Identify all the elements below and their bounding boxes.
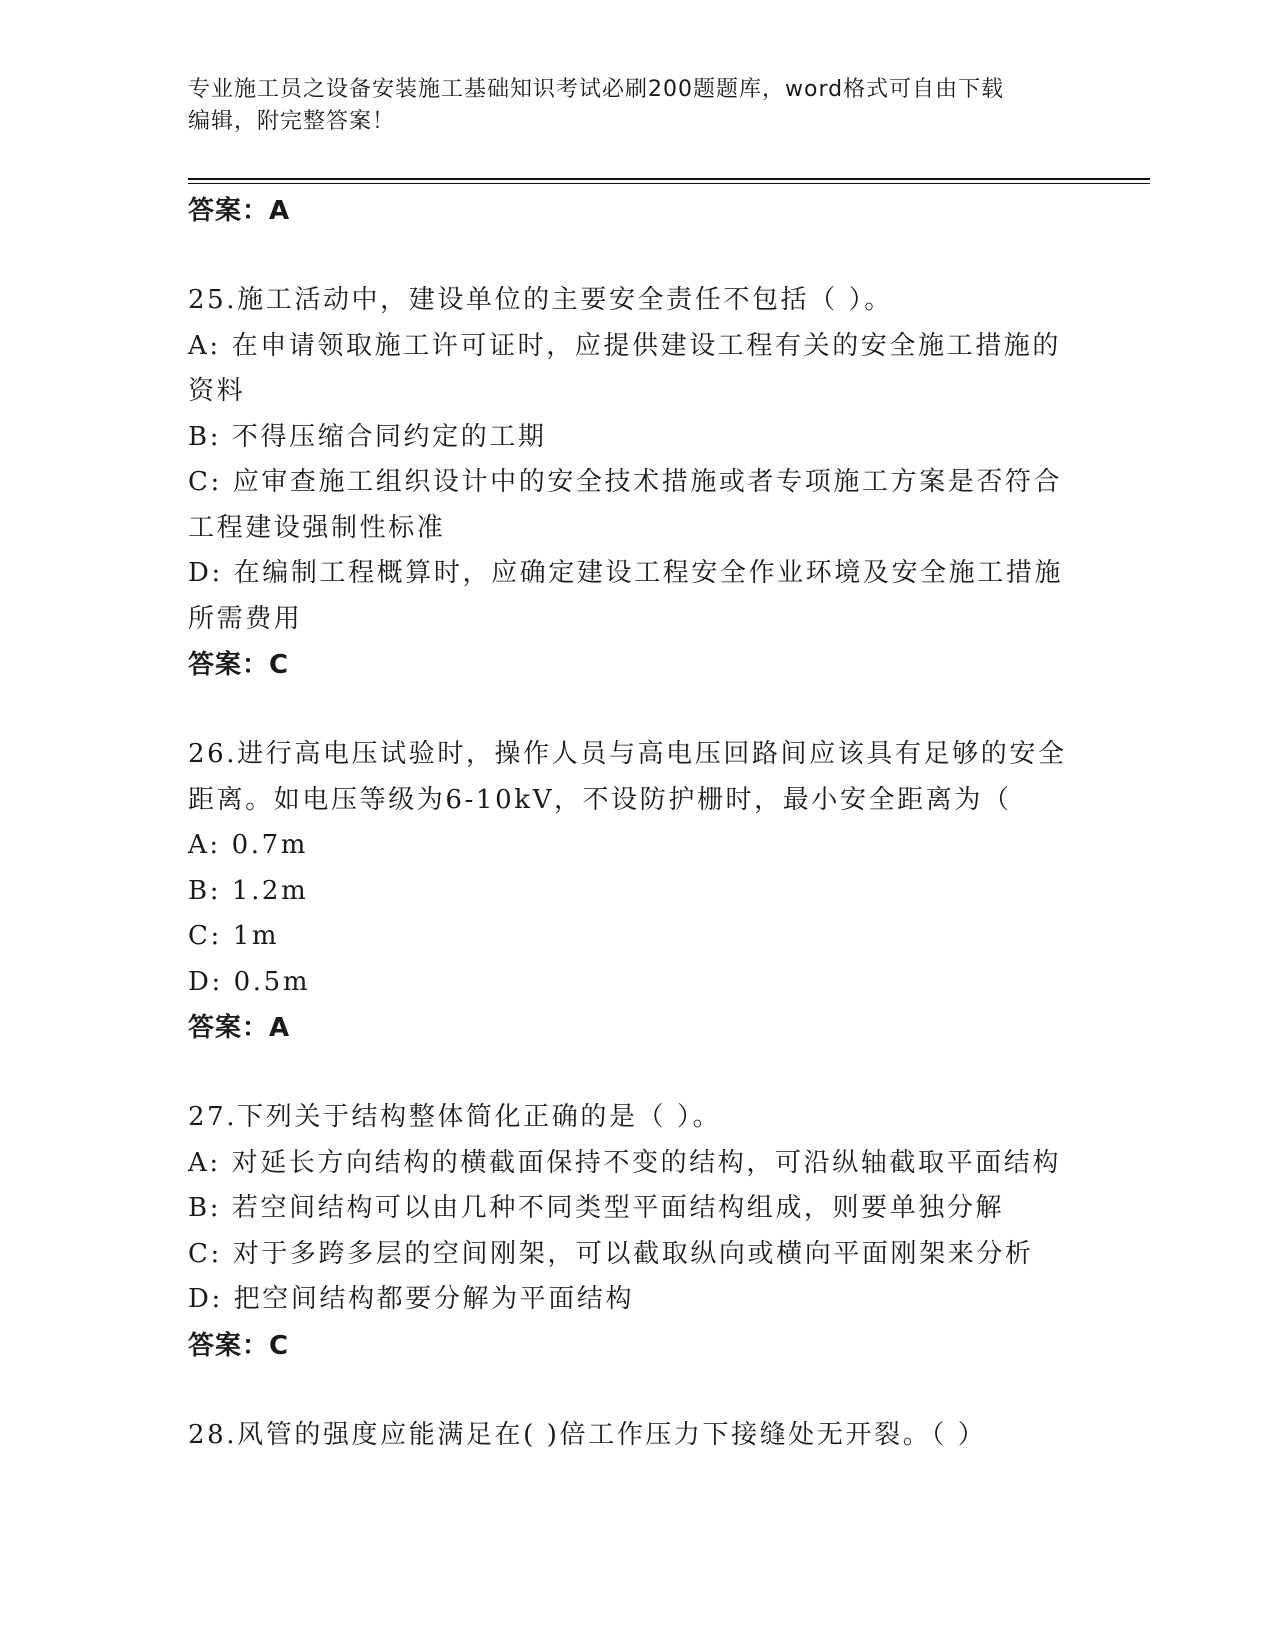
option-text: D: 在编制工程概算时，应确定建设工程安全作业环境及安全施工措施 [188, 558, 1064, 588]
question-list [188, 188, 1088, 1458]
question-text: 27.下列关于结构整体简化正确的是（ ）。 [188, 1102, 722, 1132]
option-text: B: 不得压缩合同约定的工期 [188, 421, 547, 452]
question-text: 距离。如电压等级为6-10kV，不设防护栅时，最小安全距离为（ [188, 784, 1012, 815]
option-text: C: 对于多跨多层的空间刚架，可以截取纵向或横向平面刚架来分析 [188, 1238, 1034, 1269]
question-text: 25.施工活动中，建设单位的主要安全责任不包括（ ）。 [188, 285, 893, 315]
option-text: A: 在申请领取施工许可证时，应提供建设工程有关的安全施工措施的 [188, 330, 1062, 361]
document-header [188, 74, 1088, 138]
question-block [188, 1095, 1088, 1369]
header-divider [188, 178, 1150, 180]
option-text: B: 1.2m [188, 875, 309, 906]
option-text: 所需费用 [188, 603, 303, 634]
header-divider-thin [188, 183, 1150, 184]
option-text: B: 若空间结构可以由几种不同类型平面结构组成，则要单独分解 [188, 1193, 1005, 1223]
option-text: D: 把空间结构都要分解为平面结构 [188, 1284, 635, 1314]
answer-label: 答案：C [188, 1330, 290, 1361]
option-text: 资料 [188, 376, 246, 406]
option-text: A: 0.7m [188, 830, 309, 860]
answer-label: 答案：A [188, 1013, 291, 1043]
header-line-2: 编辑，附完整答案！ [188, 109, 396, 134]
previous-answer: 答案：A [188, 196, 291, 226]
option-text: C: 1m [188, 921, 280, 951]
question-text: 28.风管的强度应能满足在( )倍工作压力下接缝处无开裂。（ ） [188, 1419, 987, 1450]
question-text: 26.进行高电压试验时，操作人员与高电压回路间应该具有足够的安全 [188, 739, 1067, 769]
question-block [188, 278, 1088, 688]
header-line-1: 专业施工员之设备安装施工基础知识考试必刷200题题库，word格式可自由下载 [188, 77, 1005, 102]
question-block [188, 732, 1088, 1051]
option-text: 工程建设强制性标准 [188, 512, 446, 543]
option-text: D: 0.5m [188, 966, 311, 997]
answer-label: 答案：C [188, 650, 290, 680]
option-text: C: 应审查施工组织设计中的安全技术措施或者专项施工方案是否符合 [188, 467, 1063, 497]
option-text: A: 对延长方向结构的横截面保持不变的结构，可沿纵轴截取平面结构 [188, 1147, 1062, 1178]
question-block [188, 1413, 1088, 1459]
